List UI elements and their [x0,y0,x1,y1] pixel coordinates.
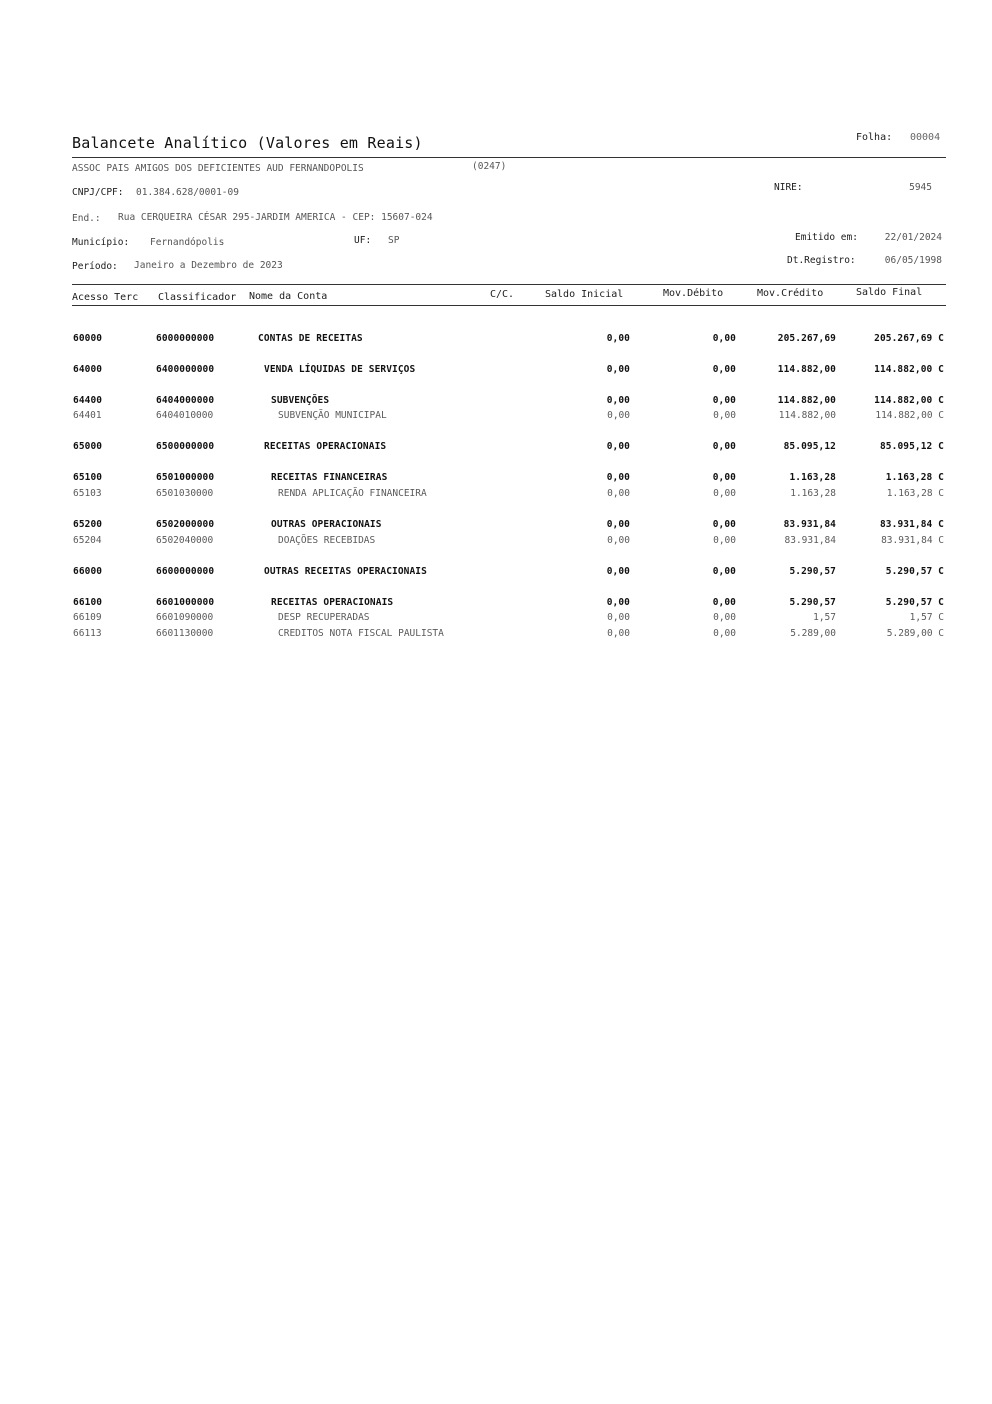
table-row [0,441,992,455]
table-row [0,535,992,549]
col-saldo-final: Saldo Final [856,287,923,298]
row-acesso: 65100 [73,472,103,483]
row-nome: VENDA LÍQUIDAS DE SERVIÇOS [264,364,416,375]
row-nome: DOAÇÕES RECEBIDAS [278,535,376,546]
municipio-label: Município: [72,237,130,248]
row-saldo-final: 1.163,28 C [886,488,944,499]
row-saldo-final: 5.290,57 C [885,566,944,577]
row-saldo-inicial: 0,00 [606,566,630,577]
col-acesso: Acesso Terc [72,292,139,303]
nire-label: NIRE: [774,182,803,193]
row-saldo-final: 83.931,84 C [881,535,944,546]
col-mov-credito: Mov.Crédito [757,288,824,299]
row-mov-credito: 114.882,00 [777,395,836,406]
row-saldo-inicial: 0,00 [606,441,630,452]
row-nome: CONTAS DE RECEITAS [258,333,363,344]
periodo-label: Período: [72,261,118,272]
row-mov-credito: 114.882,00 [777,364,836,375]
row-acesso: 64400 [73,395,103,406]
row-saldo-inicial: 0,00 [606,364,630,375]
row-classificador: 6000000000 [156,333,215,344]
table-row [0,519,992,533]
columns-bottom-divider [72,305,946,306]
row-acesso: 65200 [73,519,103,530]
col-mov-debito: Mov.Débito [663,288,724,299]
table-row [0,612,992,626]
row-saldo-inicial: 0,00 [607,410,630,421]
row-mov-credito: 85.095,12 [783,441,836,452]
row-nome: RECEITAS OPERACIONAIS [271,597,394,608]
row-classificador: 6601000000 [156,597,215,608]
col-saldo-inicial: Saldo Inicial [545,289,624,300]
row-saldo-inicial: 0,00 [606,333,630,344]
periodo-value: Janeiro a Dezembro de 2023 [134,260,283,271]
entity-code: (0247) [472,161,507,172]
row-acesso: 66113 [73,628,102,639]
folha-value: 00004 [910,132,941,143]
row-mov-credito: 5.289,00 [790,628,836,639]
row-classificador: 6500000000 [156,441,215,452]
cnpj-label: CNPJ/CPF: [72,187,124,198]
row-mov-credito: 1.163,28 [789,472,836,483]
row-acesso: 66100 [73,597,103,608]
row-classificador: 6404010000 [156,410,214,421]
emitido-value: 22/01/2024 [884,232,942,243]
columns-top-divider [72,284,946,285]
table-row [0,333,992,347]
row-classificador: 6601090000 [156,612,214,623]
table-row [0,410,992,424]
row-saldo-inicial: 0,00 [606,472,630,483]
row-mov-credito: 5.290,57 [789,566,836,577]
row-nome: OUTRAS OPERACIONAIS [271,519,382,530]
row-acesso: 64000 [73,364,103,375]
row-nome: CREDITOS NOTA FISCAL PAULISTA [278,628,444,639]
row-saldo-inicial: 0,00 [607,535,630,546]
nire-value: 5945 [909,182,932,193]
row-nome: SUBVENÇÃO MUNICIPAL [278,410,387,421]
row-saldo-final: 5.290,57 C [885,597,944,608]
row-saldo-inicial: 0,00 [606,597,630,608]
registro-value: 06/05/1998 [884,255,942,266]
report-title: Balancete Analítico (Valores em Reais) [72,134,423,152]
row-classificador: 6501000000 [156,472,215,483]
entity-name: ASSOC PAIS AMIGOS DOS DEFICIENTES AUD FERNANDOPOLIS [72,163,364,174]
row-classificador: 6600000000 [156,566,215,577]
table-row [0,566,992,580]
row-mov-debito: 0,00 [712,566,736,577]
row-saldo-inicial: 0,00 [607,628,630,639]
row-mov-debito: 0,00 [712,472,736,483]
row-saldo-inicial: 0,00 [606,519,630,530]
municipio-value: Fernandópolis [150,237,225,248]
row-mov-credito: 114.882,00 [778,410,836,421]
cnpj-value: 01.384.628/0001-09 [136,187,239,198]
row-saldo-final: 1.163,28 C [885,472,944,483]
row-saldo-final: 85.095,12 C [879,441,944,452]
row-acesso: 65000 [73,441,103,452]
uf-value: SP [388,235,400,246]
row-mov-credito: 1.163,28 [790,488,836,499]
row-mov-credito: 5.290,57 [789,597,836,608]
row-nome: OUTRAS RECEITAS OPERACIONAIS [264,566,427,577]
row-acesso: 64401 [73,410,102,421]
row-classificador: 6601130000 [156,628,214,639]
row-classificador: 6501030000 [156,488,214,499]
table-row [0,364,992,378]
table-row [0,597,992,611]
row-mov-credito: 1,57 [813,612,836,623]
header-divider [72,157,946,158]
row-mov-debito: 0,00 [712,441,736,452]
row-mov-debito: 0,00 [712,597,736,608]
row-acesso: 66109 [73,612,102,623]
col-nome: Nome da Conta [249,291,328,302]
row-mov-debito: 0,00 [712,364,736,375]
row-classificador: 6502000000 [156,519,215,530]
table-row [0,395,992,409]
row-nome: RECEITAS OPERACIONAIS [264,441,387,452]
row-acesso: 66000 [73,566,103,577]
registro-label: Dt.Registro: [787,255,856,266]
row-mov-debito: 0,00 [712,333,736,344]
row-saldo-final: 205.267,69 C [874,333,944,344]
row-saldo-final: 114.882,00 C [875,410,944,421]
row-mov-debito: 0,00 [713,612,736,623]
row-acesso: 65103 [73,488,102,499]
uf-label: UF: [354,235,372,246]
emitido-label: Emitido em: [795,232,858,243]
row-saldo-final: 5.289,00 C [886,628,944,639]
row-saldo-final: 1,57 C [909,612,944,623]
row-mov-debito: 0,00 [712,395,736,406]
row-mov-debito: 0,00 [712,519,736,530]
row-saldo-inicial: 0,00 [606,395,630,406]
row-classificador: 6404000000 [156,395,215,406]
col-classificador: Classificador [158,292,237,303]
row-mov-credito: 205.267,69 [777,333,836,344]
row-saldo-inicial: 0,00 [607,612,630,623]
row-mov-debito: 0,00 [713,535,736,546]
row-mov-credito: 83.931,84 [784,535,836,546]
table-row [0,472,992,486]
row-saldo-inicial: 0,00 [607,488,630,499]
row-nome: RECEITAS FINANCEIRAS [271,472,388,483]
row-acesso: 65204 [73,535,102,546]
row-acesso: 60000 [73,333,103,344]
folha-label: Folha: [856,132,893,143]
row-classificador: 6502040000 [156,535,214,546]
row-nome: SUBVENÇÕES [271,395,330,406]
row-nome: RENDA APLICAÇÃO FINANCEIRA [278,488,427,499]
row-mov-debito: 0,00 [713,488,736,499]
row-classificador: 6400000000 [156,364,215,375]
address-value: Rua CERQUEIRA CÉSAR 295-JARDIM AMERICA - CEP: 15607-024 [118,212,433,223]
table-row [0,628,992,642]
table-row [0,488,992,502]
row-mov-credito: 83.931,84 [783,519,836,530]
row-saldo-final: 114.882,00 C [874,364,944,375]
row-saldo-final: 114.882,00 C [874,395,944,406]
row-nome: DESP RECUPERADAS [278,612,370,623]
row-saldo-final: 83.931,84 C [879,519,944,530]
address-label: End.: [72,213,101,224]
col-cc: C/C. [490,289,515,300]
row-mov-debito: 0,00 [713,628,736,639]
row-mov-debito: 0,00 [713,410,736,421]
